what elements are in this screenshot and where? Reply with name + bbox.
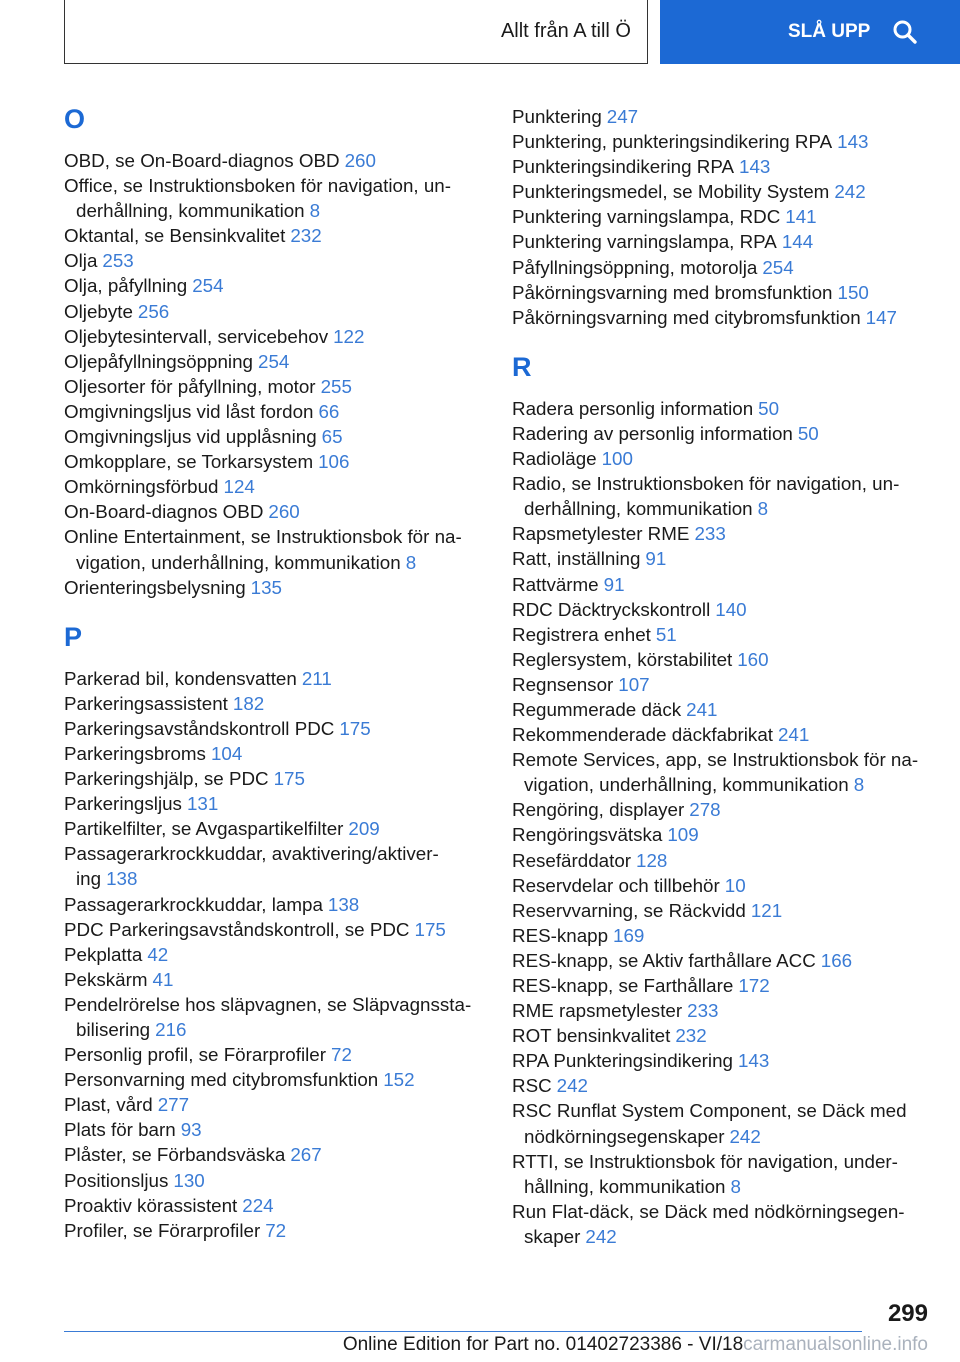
index-entry — [512, 873, 928, 898]
index-entry-page-link[interactable]: 121 — [750, 899, 783, 921]
index-entry-page-link[interactable]: 143 — [739, 156, 771, 178]
index-entry-text: RTTI, se Instruktionsbok för navigation, underhållning, kommunikation — [512, 1150, 898, 1197]
index-entry-text: Online Entertainment, se Instruktionsbok för navigation, underhållning, kommunikation — [64, 526, 462, 573]
index-entry-text: PDC Parkeringsavståndskontroll, se PDC — [64, 918, 410, 940]
index-entry-page-link[interactable]: 254 — [258, 350, 290, 372]
index-entry — [64, 716, 480, 741]
index-entry-list — [512, 396, 928, 1249]
index-entry — [512, 672, 928, 697]
index-entry-text: Passagerarkrockkuddar, avaktivering/aktivering — [64, 843, 439, 890]
index-entry — [64, 892, 480, 917]
index-entry-text: Rapsmetylester RME — [512, 523, 690, 545]
index-entry-page-link[interactable]: 143 — [737, 1050, 770, 1072]
index-entry-page-link[interactable]: 166 — [820, 949, 853, 971]
index-entry — [64, 474, 480, 499]
index-entry-list — [512, 104, 928, 330]
index-entry-page-link[interactable]: 8 — [309, 200, 321, 222]
index-entry — [64, 917, 480, 942]
index-entry — [512, 179, 928, 204]
index-entry — [512, 154, 928, 179]
index-entry-text: Remote Services, app, se Instruktionsbok för navigation, underhållning, kommunikation — [512, 749, 919, 796]
index-entry-text: Påfyllningsöppning, motorolja — [512, 256, 758, 278]
tab-a-to-z-label: Allt från A till Ö — [500, 20, 631, 42]
index-entry-text: Rattvärme — [512, 573, 599, 595]
index-entry-page-link[interactable]: 241 — [777, 724, 810, 746]
index-entry-page-link[interactable]: 141 — [785, 206, 817, 228]
index-entry — [64, 691, 480, 716]
index-entry — [64, 816, 480, 841]
index-entry-text: Omkopplare, se Torkarsystem — [64, 451, 314, 473]
index-entry-page-link[interactable]: 160 — [737, 648, 769, 670]
index-entry-text: Oktantal, se Bensinkvalitet — [64, 225, 286, 247]
index-entry — [512, 697, 928, 722]
index-entry-page-link[interactable]: 124 — [223, 476, 255, 498]
edition-text: Online Edition for Part no. 01402723386 - VI/18 — [342, 1334, 744, 1355]
index-entry — [512, 396, 928, 421]
index-entry — [512, 848, 928, 873]
search-icon — [892, 19, 918, 45]
tab-search-label: SLÅ UPP — [788, 21, 871, 42]
index-entry — [512, 129, 928, 154]
index-entry-page-link[interactable]: 128 — [636, 849, 668, 871]
index-entry — [64, 1092, 480, 1117]
index-entry-page-link[interactable]: 130 — [173, 1169, 205, 1191]
index-entry-page-link[interactable]: 216 — [155, 1019, 187, 1040]
index-entry — [64, 967, 480, 992]
index-entry-text: Positionsljus — [64, 1169, 169, 1191]
index-entry-page-link[interactable]: 50 — [758, 397, 780, 419]
index-entry-page-link[interactable]: 65 — [321, 426, 343, 448]
index-entry-page-link[interactable]: 278 — [689, 799, 721, 821]
index-entry-page-link[interactable]: 109 — [667, 824, 699, 846]
index-entry-page-link[interactable]: 242 — [834, 181, 866, 203]
index-entry-page-link[interactable]: 143 — [837, 131, 869, 153]
index-entry-text: RSC Runflat System Component, se Däck med nödkörningsegenskaper — [512, 1100, 907, 1147]
index-entry-page-link[interactable]: 242 — [556, 1075, 588, 1097]
index-entry-page-link[interactable]: 267 — [290, 1144, 322, 1166]
index-entry-text: Partikelfilter, se Avgaspartikelfilter — [64, 818, 344, 840]
index-entry — [512, 647, 928, 672]
index-entry-text: Pekskärm — [64, 968, 148, 990]
index-entry-text: Radio, se Instruktionsboken för navigation, underhållning, kommunikation — [512, 473, 900, 520]
index-entry-text: Parkeringsassistent — [64, 692, 228, 714]
index-entry-text: Orienteringsbelysning — [64, 576, 246, 598]
index-entry-text: Plast, vård — [64, 1094, 153, 1116]
index-entry-text: Passagerarkrockkuddar, lampa — [64, 893, 323, 915]
index-entry — [512, 948, 928, 973]
index-entry — [64, 1218, 480, 1243]
index-entry-text: Oljebytesintervall, servicebehov — [64, 325, 329, 347]
index-entry-text: Radioläge — [512, 448, 597, 470]
index-entry — [512, 1048, 928, 1073]
index-entry-text: Plåster, se Förbandsväska — [64, 1144, 286, 1166]
index-entry — [512, 421, 928, 446]
index-entry — [64, 1042, 480, 1067]
index-entry-text: Punktering varningslampa, RPA — [512, 231, 777, 253]
index-entry — [64, 791, 480, 816]
index-entry-page-link[interactable]: 72 — [265, 1219, 287, 1241]
footer-divider — [64, 1331, 862, 1332]
index-entry-page-link[interactable]: 232 — [290, 225, 322, 247]
index-entry — [64, 524, 480, 574]
index-entry — [512, 597, 928, 622]
index-entry — [512, 822, 928, 847]
index-entry — [512, 973, 928, 998]
index-entry-text: Pendelrörelse hos släpvagnen, se Släpvagnsstabilisering — [64, 993, 472, 1040]
index-entry — [64, 992, 480, 1042]
index-entry-page-link[interactable]: 140 — [715, 598, 747, 620]
index-entry — [512, 1199, 928, 1249]
index-entry-text: Rengöringsvätska — [512, 824, 663, 846]
index-entry — [64, 173, 480, 223]
index-entry-text: ROT bensinkvalitet — [512, 1025, 671, 1047]
index-entry — [512, 446, 928, 471]
index-entry-page-link[interactable]: 147 — [865, 306, 898, 328]
index-column-left — [64, 104, 480, 1243]
index-entry-page-link[interactable]: 211 — [301, 667, 332, 689]
index-entry-text: RME rapsmetylester — [512, 1000, 683, 1022]
index-entry — [512, 998, 928, 1023]
index-entry — [64, 942, 480, 967]
section-letter-heading: O — [64, 104, 86, 134]
index-entry — [512, 572, 928, 597]
index-entry-text: Proaktiv körassistent — [64, 1194, 238, 1216]
index-entry — [64, 374, 480, 399]
index-entry — [64, 666, 480, 691]
index-entry-page-link[interactable]: 91 — [645, 548, 667, 570]
index-entry — [512, 280, 928, 305]
index-entry-text: Rengöring, displayer — [512, 799, 685, 821]
index-entry-text: On-Board-diagnos OBD — [64, 501, 264, 523]
index-entry-page-link[interactable]: 241 — [686, 698, 718, 720]
index-entry-text: Regummerade däck — [512, 698, 682, 720]
index-entry-text: RES-knapp, se Farthållare — [512, 975, 734, 996]
index-entry — [512, 546, 928, 571]
index-entry-page-link[interactable]: 106 — [318, 451, 350, 473]
index-column-right — [512, 104, 928, 1249]
index-entry-text: Påkörningsvarning med bromsfunktion — [512, 281, 833, 303]
index-entry — [64, 148, 480, 173]
index-entry-page-link[interactable]: 41 — [152, 968, 174, 990]
index-entry-text: Run Flat-däck, se Däck med nödkörningsegenskaper — [512, 1200, 905, 1247]
index-entry-text: Pekplatta — [64, 943, 143, 965]
index-entry-text: Olja, påfyllning — [64, 275, 188, 297]
index-entry — [512, 305, 928, 330]
index-entry-text: Oljepåfyllningsöppning — [64, 350, 253, 372]
index-entry-text: Oljesorter för påfyllning, motor — [64, 375, 316, 397]
index-entry-page-link[interactable]: 175 — [339, 717, 371, 739]
index-entry-text: Punktering, punkteringsindikering RPA — [512, 131, 833, 153]
index-entry — [512, 229, 928, 254]
tab-a-to-z[interactable] — [64, 0, 648, 64]
index-entry-list — [64, 148, 480, 600]
index-entry-text: Plats för barn — [64, 1119, 176, 1141]
index-entry-text: OBD, se On-Board-diagnos OBD — [64, 150, 340, 171]
index-entry — [64, 299, 480, 324]
index-entry — [512, 797, 928, 822]
section-letter-heading: R — [512, 351, 532, 382]
index-entry — [512, 898, 928, 923]
index-entry — [64, 841, 480, 891]
index-entry — [512, 521, 928, 546]
index-entry — [64, 766, 480, 791]
top-navigation — [0, 0, 960, 66]
index-entry-text: Omgivningsljus vid upplåsning — [64, 426, 317, 448]
index-entry-text: Parkeringshjälp, se PDC — [64, 768, 269, 790]
index-entry-page-link[interactable]: 253 — [102, 250, 134, 272]
index-entry-page-link[interactable]: 42 — [147, 943, 169, 965]
index-entry-text: Oljebyte — [64, 300, 133, 322]
index-entry-page-link[interactable]: 172 — [738, 975, 770, 996]
index-entry-page-link[interactable]: 138 — [327, 893, 360, 915]
index-entry — [64, 1168, 480, 1193]
index-entry-page-link[interactable]: 169 — [613, 924, 645, 946]
index-entry-text: Punkteringsindikering RPA — [512, 156, 735, 178]
index-entry — [64, 1142, 480, 1167]
index-entry-page-link[interactable]: 144 — [781, 231, 814, 253]
index-entry-text: Parkeringsavståndskontroll PDC — [64, 717, 335, 739]
index-entry-page-link[interactable]: 182 — [232, 692, 265, 714]
index-entry-page-link[interactable]: 224 — [242, 1194, 274, 1216]
index-entry-text: Parkeringsbroms — [64, 742, 206, 764]
index-entry-page-link[interactable]: 131 — [186, 793, 219, 815]
index-entry — [512, 471, 928, 521]
index-entry — [512, 622, 928, 647]
index-entry-text: Omgivningsljus vid låst fordon — [64, 400, 314, 422]
index-entry-text: RPA Punkteringsindikering — [512, 1050, 733, 1072]
index-entry-page-link[interactable]: 104 — [210, 742, 243, 764]
index-entry-page-link[interactable]: 122 — [333, 325, 365, 347]
index-entry — [64, 741, 480, 766]
index-entry-text: Regnsensor — [512, 673, 614, 695]
index-entry-page-link[interactable]: 247 — [606, 106, 639, 127]
index-entry — [64, 1193, 480, 1218]
index-entry-text: Punkteringsmedel, se Mobility System — [512, 181, 830, 203]
index-entry — [512, 1098, 928, 1148]
index-entry-page-link[interactable]: 256 — [137, 300, 170, 322]
index-entry-page-link[interactable]: 138 — [106, 868, 138, 890]
index-entry-text: Parkeringsljus — [64, 793, 182, 815]
index-entry-page-link[interactable]: 50 — [797, 422, 819, 444]
index-entry-page-link[interactable]: 242 — [585, 1225, 617, 1247]
index-entry-page-link[interactable]: 10 — [724, 874, 746, 896]
index-entry-text: Punktering varningslampa, RDC — [512, 206, 781, 228]
index-entry-text: Reservvarning, se Räckvidd — [512, 899, 746, 921]
index-entry-text: Reservdelar och tillbehör — [512, 874, 720, 896]
index-entry-text: RDC Däcktryckskontroll — [512, 598, 711, 620]
index-entry — [512, 1149, 928, 1199]
index-entry-page-link[interactable]: 135 — [250, 576, 282, 598]
index-entry-page-link[interactable]: 107 — [618, 673, 650, 695]
index-entry-text: Personvarning med citybromsfunktion — [64, 1069, 379, 1091]
index-entry-page-link[interactable]: 254 — [762, 256, 794, 278]
index-entry-text: Radera personlig information — [512, 397, 754, 419]
index-entry — [512, 923, 928, 948]
index-entry-text: Ratt, inställning — [512, 548, 641, 570]
index-entry-page-link[interactable]: 8 — [730, 1175, 741, 1197]
index-entry-text: Påkörningsvarning med citybromsfunktion — [512, 306, 861, 328]
index-entry-text: Radering av personlig information — [512, 422, 793, 444]
index-entry-text: Olja — [64, 250, 98, 272]
index-entry — [512, 1073, 928, 1098]
index-entry-list — [64, 666, 480, 1243]
index-entry-page-link[interactable]: 8 — [757, 498, 769, 520]
section-letter-heading: P — [64, 621, 83, 652]
index-entry — [64, 223, 480, 248]
page-number: 299 — [887, 1300, 928, 1327]
index-entry — [64, 399, 480, 424]
index-entry — [64, 1117, 480, 1142]
index-entry-page-link[interactable]: 255 — [320, 375, 352, 397]
index-entry-page-link[interactable]: 100 — [601, 448, 633, 470]
index-entry-text: Office, se Instruktionsboken för navigation, underhållning, kommunikation — [64, 175, 451, 222]
index-entry-page-link[interactable]: 232 — [675, 1025, 707, 1047]
index-entry-text: Punktering — [512, 106, 602, 127]
watermark-text: carmanualsonline.info — [743, 1334, 928, 1355]
index-entry — [512, 747, 928, 797]
index-entry-text: Profiler, se Förarprofiler — [64, 1219, 261, 1241]
index-entry-page-link[interactable]: 233 — [694, 523, 726, 545]
index-entry — [64, 449, 480, 474]
index-entry-page-link[interactable]: 209 — [348, 818, 380, 840]
footer — [64, 1334, 928, 1356]
index-entry — [64, 1067, 480, 1092]
index-entry-page-link[interactable]: 242 — [729, 1125, 761, 1147]
index-entry-text: RES-knapp, se Aktiv farthållare ACC — [512, 949, 816, 971]
index-entry — [64, 424, 480, 449]
index-entry — [64, 575, 480, 600]
index-entry-page-link[interactable]: 152 — [383, 1069, 415, 1091]
index-entry-text: RSC — [512, 1075, 552, 1097]
index-entry — [512, 722, 928, 747]
index-entry-page-link[interactable]: 150 — [837, 281, 869, 303]
index-entry-page-link[interactable]: 233 — [687, 1000, 719, 1022]
index-entry-page-link[interactable]: 51 — [655, 623, 677, 645]
index-entry — [512, 1023, 928, 1048]
index-entry-text: Registrera enhet — [512, 623, 651, 645]
index-entry — [512, 255, 928, 280]
index-entry-page-link[interactable]: 175 — [273, 768, 305, 790]
index-entry-page-link[interactable]: 175 — [414, 918, 446, 940]
index-entry-text: Personlig profil, se Förarprofiler — [64, 1044, 326, 1066]
section-spacer — [64, 600, 480, 622]
index-entry-text: Resefärddator — [512, 849, 632, 871]
section-spacer — [512, 330, 928, 352]
index-entry-page-link[interactable]: 254 — [192, 275, 224, 297]
index-entry-page-link[interactable]: 8 — [405, 551, 417, 573]
tab-search[interactable] — [660, 0, 960, 64]
index-entry-page-link[interactable]: 72 — [331, 1044, 352, 1066]
index-entry-text: RES-knapp — [512, 924, 609, 946]
index-entry — [64, 273, 480, 298]
index-entry-text: Omkörningsförbud — [64, 476, 219, 498]
index-entry-page-link[interactable]: 8 — [853, 774, 865, 796]
index-entry-text: Parkerad bil, kondensvatten — [64, 667, 297, 689]
index-entry-page-link[interactable]: 277 — [157, 1094, 190, 1116]
index-entry — [512, 204, 928, 229]
index-entry — [64, 248, 480, 273]
index-entry — [64, 349, 480, 374]
index-entry-text: Rekommenderade däckfabrikat — [512, 724, 773, 746]
index-entry-page-link[interactable]: 66 — [318, 400, 340, 422]
index-entry — [512, 104, 928, 129]
index-entry — [64, 499, 480, 524]
index-entry-page-link[interactable]: 91 — [603, 573, 625, 595]
index-entry — [64, 324, 480, 349]
index-entry-page-link[interactable]: 93 — [180, 1119, 202, 1141]
index-entry-page-link[interactable]: 260 — [344, 150, 376, 171]
index-entry-text: Reglersystem, körstabilitet — [512, 648, 733, 670]
index-entry-page-link[interactable]: 260 — [268, 501, 300, 523]
